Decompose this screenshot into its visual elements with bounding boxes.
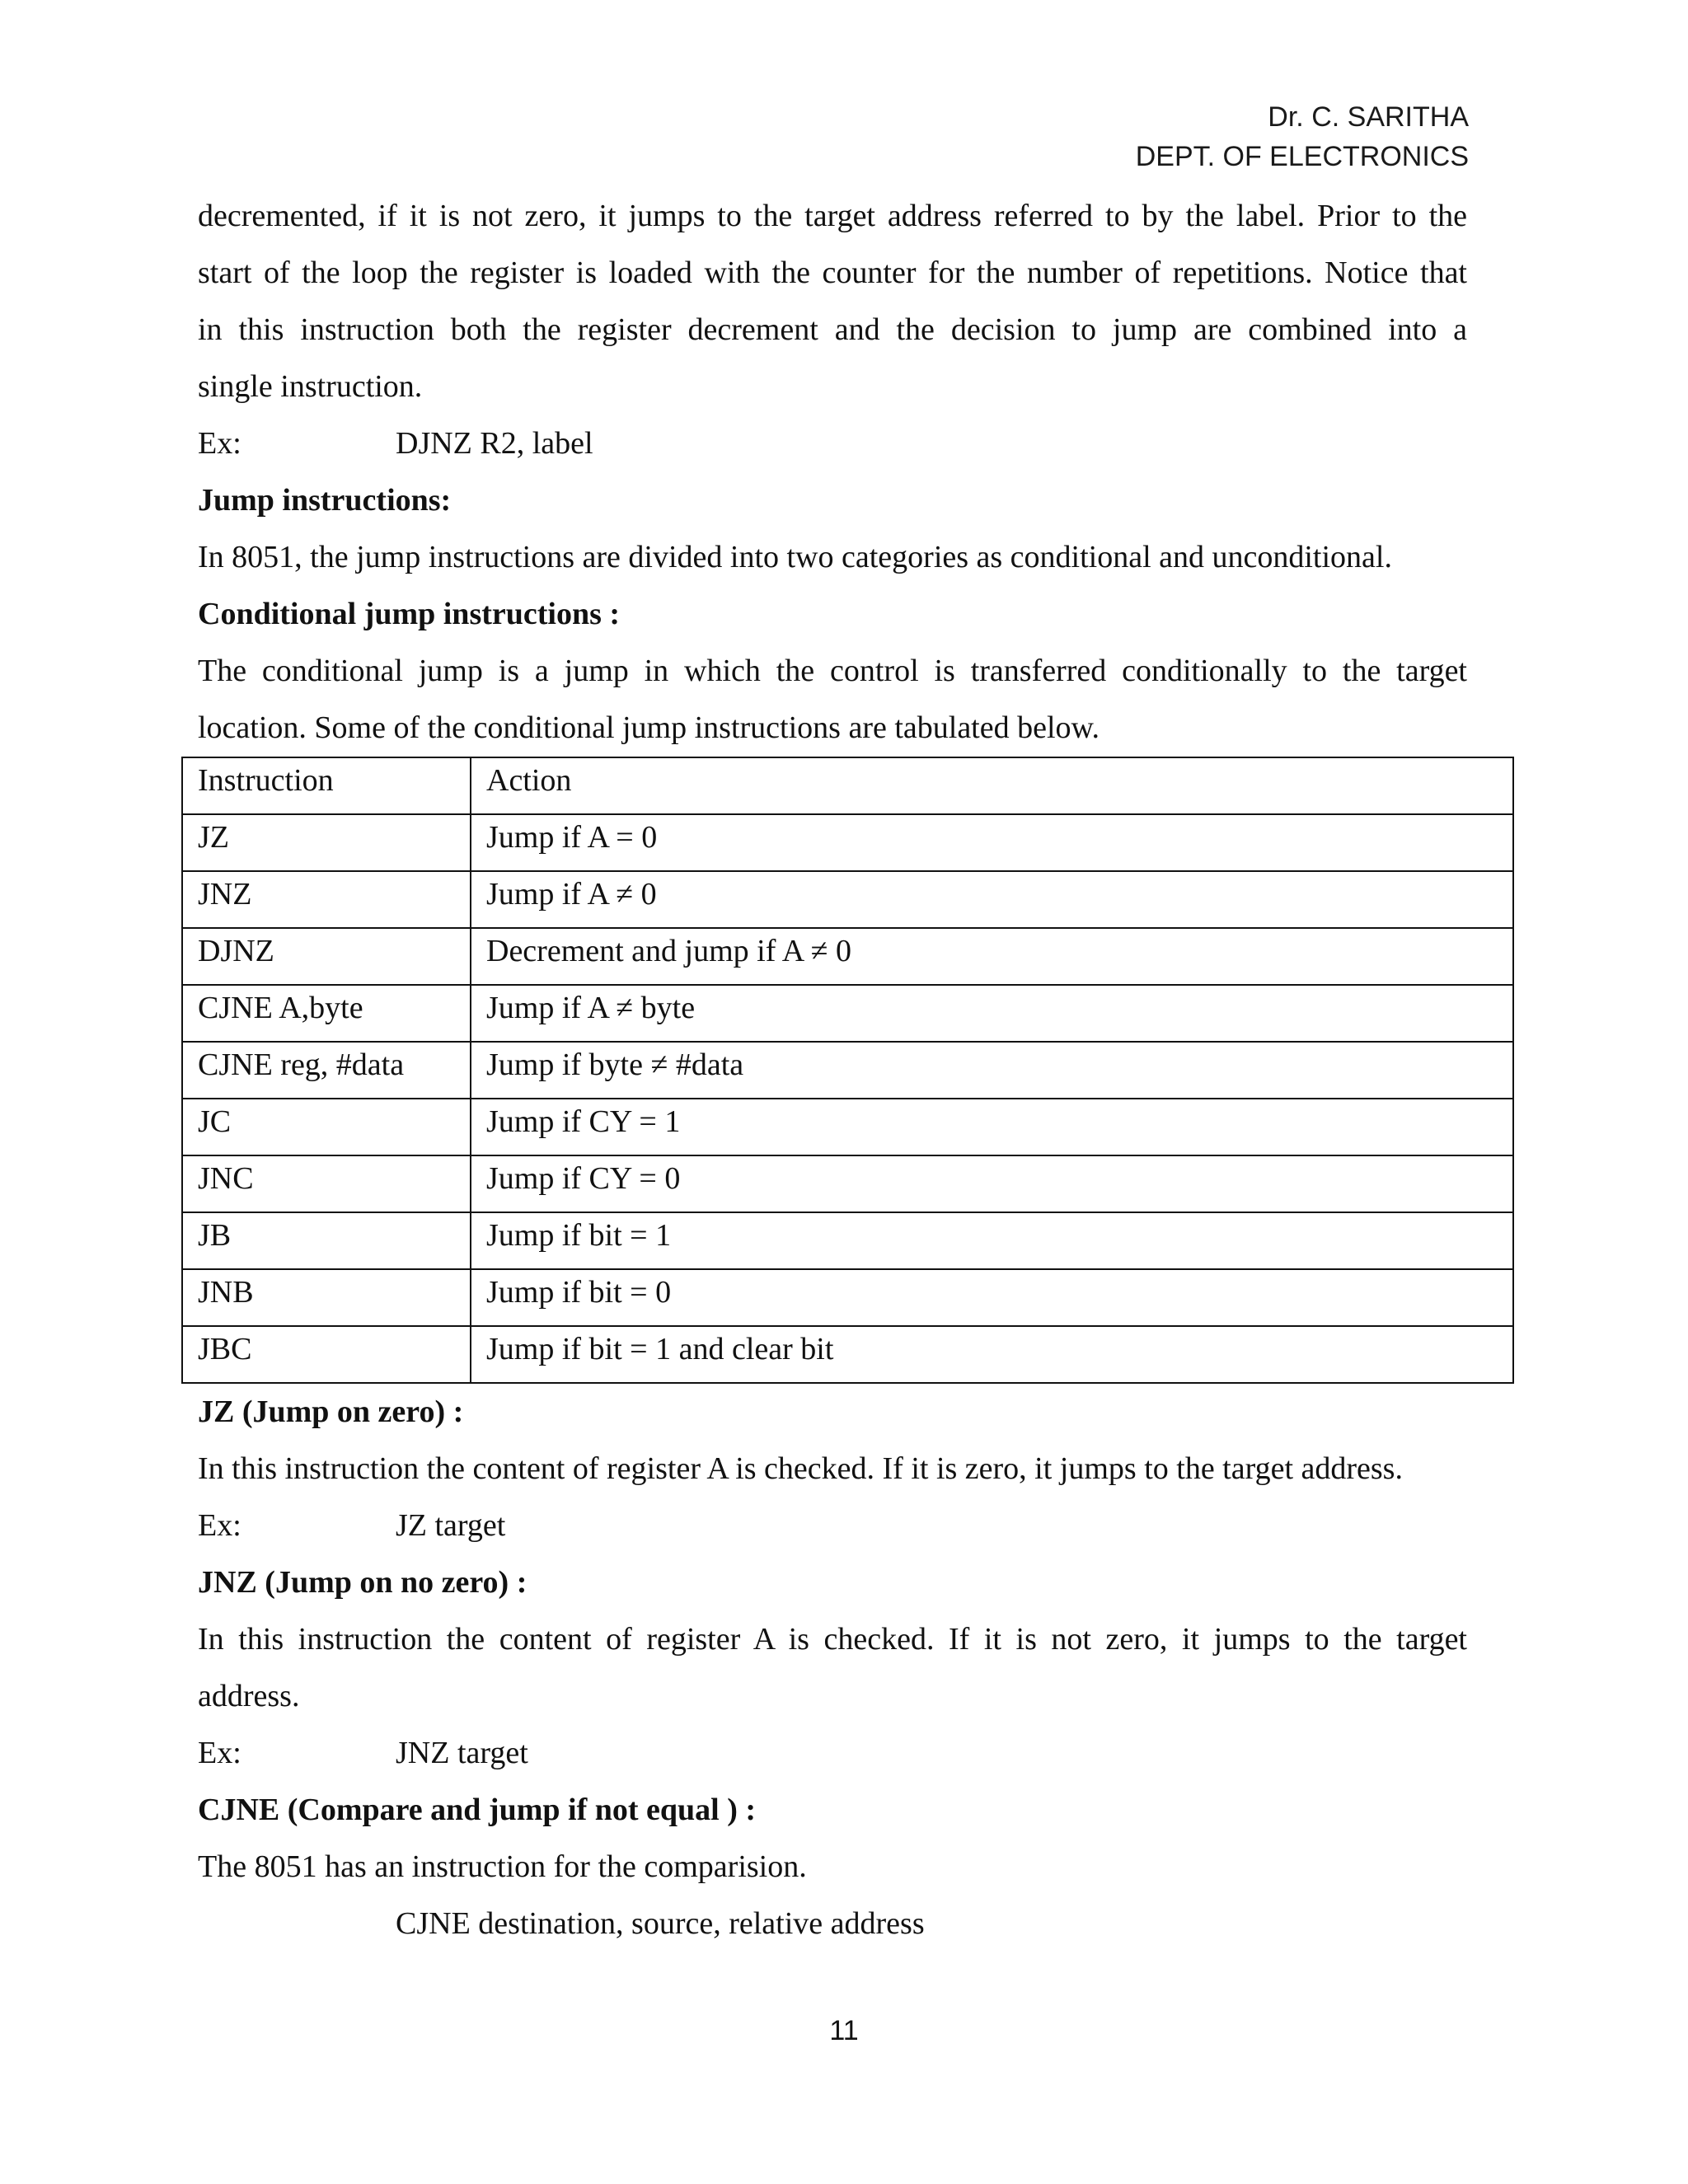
example-label: Ex: (198, 1508, 241, 1543)
jnz-line-1: In this instruction the content of register A is checked. If it is not zero, it jumps to the target (198, 1622, 1467, 1657)
table-header-instruction: Instruction (182, 757, 471, 814)
jnz-example (198, 1725, 1467, 1782)
action-cell: Jump if bit = 1 and clear bit (471, 1326, 1513, 1383)
example-label: Ex: (198, 426, 241, 461)
example-label: Ex: (198, 1736, 241, 1770)
intro-line-2: start of the loop the register is loaded with the counter for the number of repetitions. Notice that (198, 255, 1467, 290)
action-cell: Jump if byte ≠ #data (471, 1042, 1513, 1099)
example-code: DJNZ R2, label (396, 426, 593, 461)
instruction-cell: JZ (182, 814, 471, 871)
instruction-cell: CJNE reg, #data (182, 1042, 471, 1099)
instruction-cell: JNB (182, 1269, 471, 1326)
page-number: 11 (829, 2015, 859, 2046)
cjne-syntax: CJNE destination, source, relative address (396, 1906, 925, 1941)
instruction-cell: JB (182, 1212, 471, 1269)
cjne-heading: CJNE (Compare and jump if not equal ) : (198, 1793, 757, 1827)
conditional-line-2: location. Some of the conditional jump instructions are tabulated below. (198, 710, 1100, 745)
jz-text: In this instruction the content of register A is checked. If it is zero, it jumps to the target address. (198, 1451, 1403, 1486)
jnz-heading: JNZ (Jump on no zero) : (198, 1565, 528, 1600)
page-header (1136, 97, 1469, 176)
table-row (182, 1269, 1513, 1326)
jump-text: In 8051, the jump instructions are divided into two categories as conditional and unconditional. (198, 540, 1392, 574)
table-row (182, 814, 1513, 871)
jz-heading: JZ (Jump on zero) : (198, 1394, 464, 1429)
intro-line-3: in this instruction both the register decrement and the decision to jump are combined into a (198, 312, 1467, 347)
action-cell: Jump if A ≠ byte (471, 985, 1513, 1042)
action-cell: Jump if bit = 1 (471, 1212, 1513, 1269)
header-author: Dr. C. SARITHA (1268, 101, 1469, 133)
intro-example (198, 415, 1467, 472)
instruction-cell: CJNE A,byte (182, 985, 471, 1042)
cjne-text: The 8051 has an instruction for the comparision. (198, 1849, 807, 1884)
action-cell: Jump if CY = 1 (471, 1099, 1513, 1155)
example-code: JZ target (396, 1508, 506, 1543)
instruction-cell: DJNZ (182, 928, 471, 985)
instruction-cell: JC (182, 1099, 471, 1155)
table-row (182, 985, 1513, 1042)
intro-line-1: decremented, if it is not zero, it jumps to the target address referred to by the label. Prior to the (198, 199, 1467, 233)
intro-line-4: single instruction. (198, 369, 423, 404)
jz-example (198, 1497, 1467, 1554)
header-department: DEPT. OF ELECTRONICS (1135, 141, 1469, 172)
table-header-action: Action (471, 757, 1513, 814)
instruction-cell: JNC (182, 1155, 471, 1212)
jnz-line-2: address. (198, 1679, 300, 1713)
conditional-jump-table (181, 757, 1514, 1384)
table-row (182, 1099, 1513, 1155)
table-row (182, 1155, 1513, 1212)
conditional-line-1: The conditional jump is a jump in which the control is transferred conditionally to the target (198, 654, 1467, 688)
table-row (182, 871, 1513, 928)
instruction-cell: JBC (182, 1326, 471, 1383)
conditional-heading: Conditional jump instructions : (198, 597, 621, 631)
jump-heading: Jump instructions: (198, 483, 452, 518)
page-content (198, 188, 1467, 1952)
action-cell: Jump if A ≠ 0 (471, 871, 1513, 928)
table-row (182, 928, 1513, 985)
action-cell: Decrement and jump if A ≠ 0 (471, 928, 1513, 985)
table-row (182, 1042, 1513, 1099)
table-header-row (182, 757, 1513, 814)
instruction-cell: JNZ (182, 871, 471, 928)
table-row (182, 1326, 1513, 1383)
action-cell: Jump if CY = 0 (471, 1155, 1513, 1212)
action-cell: Jump if A = 0 (471, 814, 1513, 871)
table-row (182, 1212, 1513, 1269)
example-code: JNZ target (396, 1736, 528, 1770)
action-cell: Jump if bit = 0 (471, 1269, 1513, 1326)
